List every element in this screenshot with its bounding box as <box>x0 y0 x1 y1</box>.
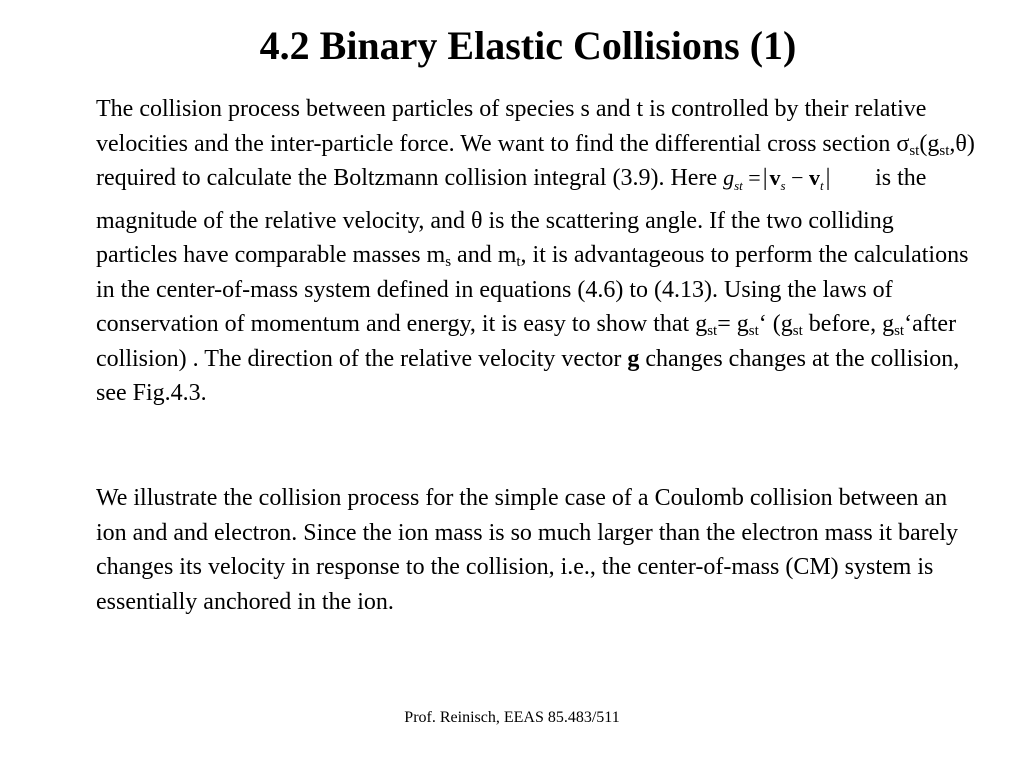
subscript-st: st <box>909 142 920 159</box>
eq-g-symbol: g <box>723 165 735 190</box>
eq-equals: = <box>748 165 761 190</box>
text-run: = g <box>717 311 749 337</box>
eq-subscript-st: st <box>734 178 743 193</box>
eq-subscript-t: t <box>820 178 824 193</box>
eq-minus: − <box>791 165 804 190</box>
footer-credit: Prof. Reinisch, EEAS 85.483/511 <box>404 709 620 726</box>
text-run: is the magnitude of the relative velocity, and θ is the scattering angle. If the two colliding particles have comparable masses m <box>96 165 927 268</box>
text-run: before, g <box>802 311 895 337</box>
subscript-t: t <box>516 254 521 270</box>
text-run: changes changes at the collision, see Fig.4.3. <box>96 345 960 406</box>
vector-g-bold: g <box>627 345 640 372</box>
paragraph-coulomb-collision: We illustrate the collision process for the simple case of a Coulomb collision between an ion and and electron. Since the ion mass is so much larger than the electron mass it barely changes its velocity in response to the collision, i.e., the center-of-mass (CM) system is essentially anchored in the ion. <box>96 485 958 615</box>
eq-v-symbol: v <box>809 165 820 190</box>
subscript-st: st <box>707 323 718 339</box>
eq-abs-bar-left: | <box>762 165 768 191</box>
text-run: ‘after collision) . The direction of the relative velocity vector <box>96 311 957 372</box>
slide-title: 4.2 Binary Elastic Collisions (1) <box>259 23 797 68</box>
subscript-s: s <box>445 254 452 270</box>
eq-subscript-s: s <box>780 178 786 193</box>
paragraph-collision-process <box>96 92 976 411</box>
subscript-st: st <box>792 323 803 339</box>
text-run: The collision process between particles of species s and t is controlled by their relative velocities and the inter-particle force. We want to find the differential cross section <box>96 96 927 157</box>
subscript-st: st <box>748 323 759 339</box>
text-run: ,θ) required to calculate the Boltzmann collision integral (3.9). Here <box>96 130 975 191</box>
eq-v-symbol: v <box>769 165 781 190</box>
subscript-st: st <box>894 323 905 339</box>
sigma-symbol: σ <box>896 130 910 157</box>
text-run: , it is advantageous to perform the calculations in the center-of-mass system defined in equations (4.6) to (4.13). Using the laws of conservation of momentum and energy, it is easy to show that g <box>96 242 969 337</box>
relative-velocity-equation <box>717 161 869 204</box>
text-run: and m <box>451 242 517 268</box>
text-run: (g <box>919 130 940 157</box>
text-run: ‘ (g <box>758 311 793 337</box>
eq-abs-bar-right: | <box>825 165 831 191</box>
subscript-st: st <box>939 142 950 159</box>
